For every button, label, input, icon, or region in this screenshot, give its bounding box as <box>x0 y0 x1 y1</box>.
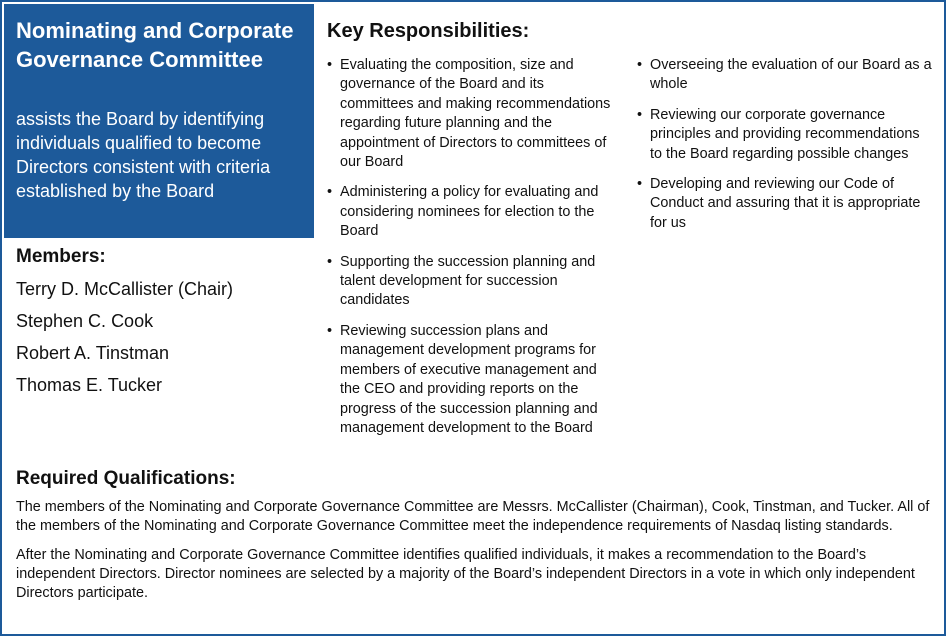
committee-purpose: assists the Board by identifying individuals qualified to become Directors consistent with criteria established by the Board <box>16 109 271 201</box>
responsibility-item <box>327 56 619 172</box>
responsibilities-column-2 <box>637 56 933 244</box>
responsibility-item <box>637 175 933 233</box>
responsibility-text: Overseeing the evaluation of our Board as a whole <box>650 57 932 93</box>
members-heading: Members: <box>16 246 106 267</box>
qualifications-heading: Required Qualifications: <box>16 468 236 489</box>
responsibility-text: Developing and reviewing our Code of Conduct and assuring that it is appropriate for us <box>650 176 921 231</box>
committee-name: Nominating and Corporate Governance Committee <box>16 18 294 72</box>
member-name: Robert A. Tinstman <box>16 343 170 363</box>
member-name: Thomas E. Tucker <box>16 375 163 395</box>
responsibilities-heading: Key Responsibilities: <box>327 20 530 42</box>
responsibility-item <box>327 322 619 438</box>
responsibility-item <box>637 106 933 164</box>
bullet-icon: • <box>327 184 333 201</box>
member-name: Terry D. McCallister (Chair) <box>16 279 234 299</box>
responsibilities-column-1 <box>327 56 619 449</box>
qualifications-section <box>16 467 932 613</box>
responsibility-text: Reviewing our corporate governance principles and providing recommendations to the Board regarding possible changes <box>650 106 920 162</box>
bullet-icon: • <box>637 106 643 123</box>
bullet-icon: • <box>327 322 333 339</box>
responsibility-text: Administering a policy for evaluating and considering nominees for election to the Board <box>340 184 599 240</box>
responsibility-item <box>327 253 619 311</box>
responsibility-item <box>637 56 933 95</box>
responsibility-text: Supporting the succession planning and talent development for succession candidates <box>340 253 596 309</box>
members-section <box>16 245 306 406</box>
bullet-icon: • <box>327 57 333 73</box>
committee-header-panel <box>4 4 314 238</box>
responsibility-text: Evaluating the composition, size and governance of the Board and its committees and making recommendations regarding future planning and the appointment of Directors to committees of our Board <box>340 57 611 171</box>
qualifications-paragraph: The members of the Nominating and Corporate Governance Committee are Messrs. McCallister (Chairman), Cook, Tinstman, and Tucker. All of the members of the Nominating and Corporate Governance Committee meet the independence requirements of Nasdaq listing standards. <box>16 499 930 534</box>
bullet-icon: • <box>637 176 643 193</box>
bullet-icon: • <box>327 253 333 270</box>
member-name: Stephen C. Cook <box>16 311 154 331</box>
qualifications-paragraph: After the Nominating and Corporate Governance Committee identifies qualified individuals, it makes a recommendation to the Board’s independent Directors. Director nominees are selected by a majority of the Board’s independent Directors in a vote in which only independent Directors participate. <box>16 547 915 601</box>
bullet-icon: • <box>637 57 643 73</box>
responsibility-item <box>327 183 619 241</box>
responsibility-text: Reviewing succession plans and management development programs for members of executive management and the CEO and providing reports on the progress of the succession planning and management development to the Board <box>340 322 598 436</box>
